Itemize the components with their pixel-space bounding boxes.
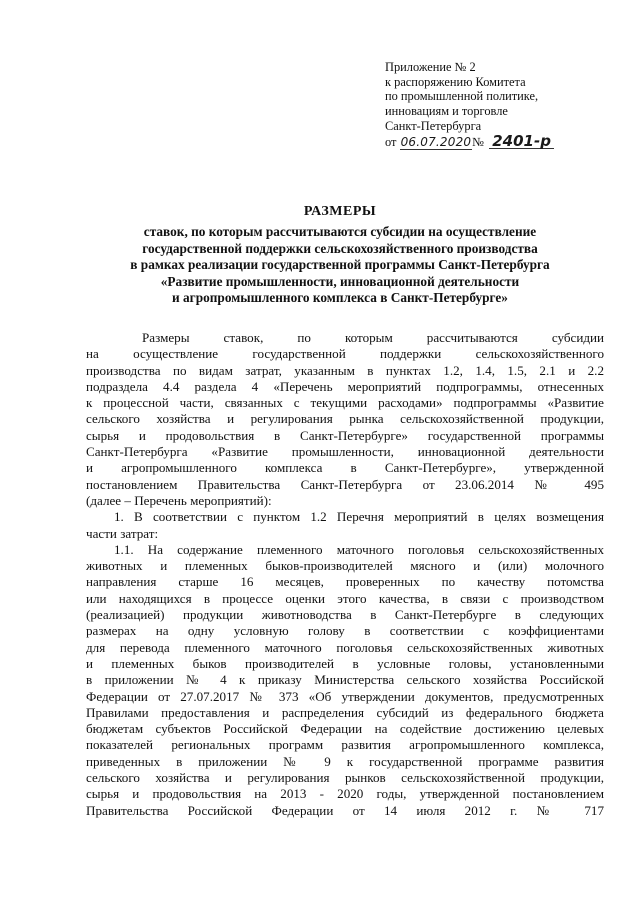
item-1-paragraph <box>86 509 604 542</box>
title-line: «Развитие промышленности, инновационной деятельности <box>160 273 520 289</box>
title-line: и агропромышленного комплекса в Санкт-Петербурге» <box>172 290 508 306</box>
appendix-header <box>385 60 554 150</box>
body-line: для перевода племенного маточного поголовья сельскохозяйственных животных <box>86 639 604 655</box>
handwritten-number: 2401-р <box>489 134 554 150</box>
body-line: и агропромышленного комплекса в Санкт-Петербурге», утвержденной <box>86 460 604 476</box>
appendix-line: Приложение № 2 <box>385 60 476 74</box>
body-line: сельского хозяйства и регулирования рынков сельскохозяйственной продукции, <box>86 770 604 786</box>
title-line: в рамках реализации государственной программы Санкт-Петербурга <box>130 257 550 273</box>
document-body <box>86 330 604 819</box>
body-line: (реализацией) продукции животноводства в Санкт-Петербурге в следующих <box>86 607 604 623</box>
body-line: к процессной части, связанных с текущими расходами» подпрограммы «Развитие <box>86 395 604 411</box>
body-line: производства по видам затрат, указанным в пунктах 1.2, 1.4, 1.5, 2.1 и 2.2 <box>86 362 604 378</box>
number-label: № <box>472 134 485 149</box>
body-line: в приложении № 4 к приказу Министерства сельского хозяйства Российской <box>86 672 604 688</box>
body-line: Размеры ставок, по которым рассчитываются субсидии <box>142 330 604 345</box>
body-line: сельского хозяйства и регулирования рынка сельскохозяйственной продукции, <box>86 411 604 427</box>
handwritten-date: 06.07.2020 <box>400 134 472 149</box>
body-line: Федерации от 27.07.2017 № 373 «Об утверждении документов, предусмотренных <box>86 688 604 704</box>
appendix-line: инновациям и торговле <box>385 104 508 119</box>
body-line: Санкт-Петербурга «Развитие промышленности, инновационной деятельности <box>86 444 604 460</box>
appendix-line: по промышленной политике, <box>385 89 539 104</box>
item-1-1-paragraph <box>86 542 604 819</box>
intro-paragraph <box>86 330 604 509</box>
body-line: сырья и продовольствия на 2013 - 2020 годы, утвержденной постановлением <box>86 786 604 802</box>
body-line: или находящихся в процессе оценки этого качества, в связи с производством <box>86 590 604 606</box>
order-date-number-line <box>385 131 554 151</box>
title-line: государственной поддержки сельскохозяйственного производства <box>142 240 538 256</box>
body-line: сырья и продовольствия в Санкт-Петербурге» государственной программы <box>86 427 604 443</box>
appendix-line: к распоряжению Комитета <box>385 74 526 89</box>
body-line: 1.1. На содержание племенного маточного поголовья сельскохозяйственных <box>114 541 604 557</box>
body-line: 1. В соответствии с пунктом 1.2 Перечня мероприятий в целях возмещения <box>114 509 604 525</box>
appendix-line: Санкт-Петербурга <box>385 118 482 133</box>
body-line: бюджетам субъектов Российской Федерации на содействие достижению целевых <box>86 721 604 737</box>
body-line: приведенных в приложении № 9 к государственной программе развития <box>86 753 604 769</box>
date-prefix: от <box>385 134 397 149</box>
body-line: показателей региональных программ развития агропромышленного комплекса, <box>86 737 604 753</box>
body-line: подраздела 4.4 раздела 4 «Перечень мероприятий подпрограммы, отнесенных <box>86 378 604 394</box>
body-line: части затрат: <box>86 525 159 541</box>
title-main: РАЗМЕРЫ <box>303 204 377 219</box>
body-line: направления старше 16 месяцев, проверенных по качеству потомства <box>86 574 604 590</box>
title-line: ставок, по которым рассчитываются субсидии на осуществление <box>143 224 537 240</box>
body-line: (далее – Перечень мероприятий): <box>86 492 272 508</box>
body-line: и племенных быков производителей в условные головы, установленными <box>86 655 604 671</box>
body-line: животных и племенных быков-производителей мясного и (или) молочного <box>86 558 604 574</box>
body-line: на осуществление государственной поддержки сельскохозяйственного <box>86 346 604 362</box>
body-line: Правительства Российской Федерации от 14 июля 2012 г. № 717 <box>86 802 604 818</box>
body-line: постановлением Правительства Санкт-Петербурга от 23.06.2014 № 495 <box>86 476 604 492</box>
body-line: Правилами предоставления и распределения субсидий из федерального бюджета <box>86 704 604 720</box>
body-line: размерах на одну условную голову в соответствии с коэффициентами <box>86 623 604 639</box>
document-title <box>80 204 600 306</box>
